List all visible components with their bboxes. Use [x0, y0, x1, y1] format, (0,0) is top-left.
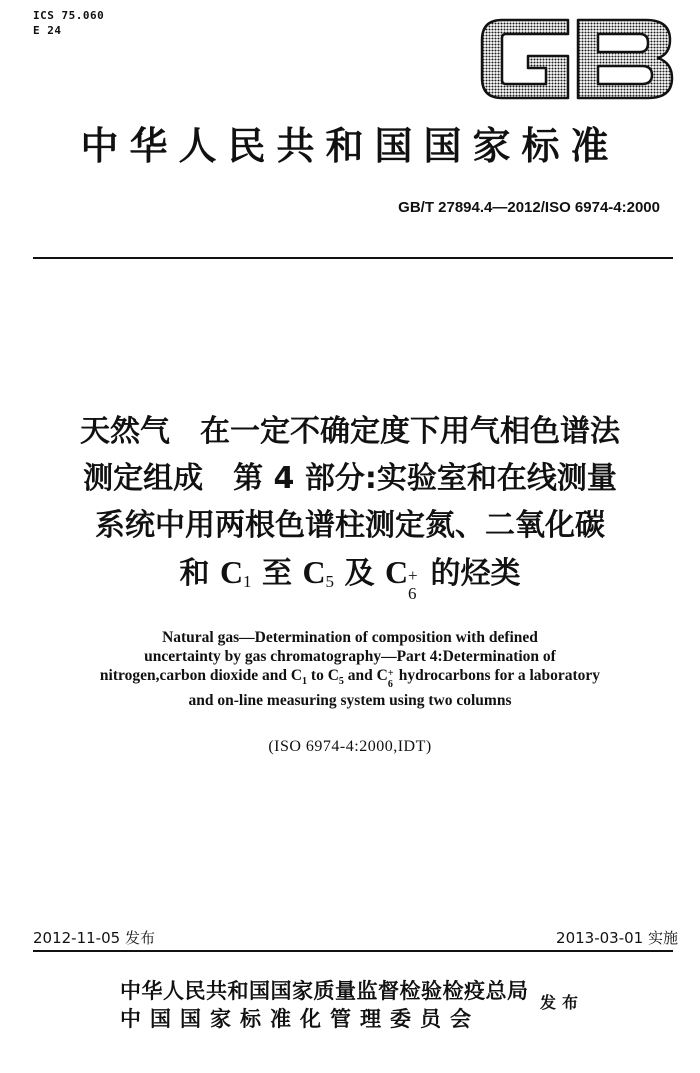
formula-c6-sub: 6 — [408, 584, 417, 603]
issuer-aqsiq: 中华人民共和国国家质量监督检验检疫总局 — [120, 979, 529, 1003]
title-to: 至 — [251, 556, 303, 591]
bottom-divider — [33, 950, 673, 952]
iso-equivalence: (ISO 6974-4:2000,IDT) — [268, 738, 432, 755]
formula-c6-sup: + — [408, 566, 418, 585]
english-line3-part-a: nitrogen,carbon dioxide and C — [99, 667, 303, 684]
top-divider — [33, 257, 673, 259]
formula-c5-base: C — [302, 554, 326, 590]
ccs-code: E 24 — [33, 24, 62, 37]
english-line3-part-c: and C — [343, 667, 388, 684]
title-suffix: 的烃类 — [420, 556, 521, 591]
formula-c1-base: C — [219, 554, 244, 590]
english-c6-sup: + — [387, 668, 394, 679]
english-line3-part-b: to C — [307, 667, 339, 684]
english-c5-sub: 5 — [338, 676, 344, 688]
chinese-title-line-1: 天然气 在一定不确定度下用气相色谱法 — [80, 414, 620, 449]
chinese-title — [10, 408, 690, 605]
english-title-line-1: Natural gas—Determination of composition with defined — [162, 629, 538, 646]
english-c6-sub: 6 — [387, 679, 393, 690]
standard-title: 中华人民共和国国家标准 — [80, 123, 620, 168]
ics-code: ICS 75.060 — [33, 9, 105, 22]
english-title-line-2: uncertainty by gas chromatography—Part 4:Determination of — [144, 648, 556, 665]
title-prefix: 和 — [179, 556, 220, 591]
english-line3-part-d: hydrocarbons for a laboratory — [394, 667, 601, 684]
formula-c1-sub: 1 — [243, 572, 252, 591]
issuer-sac: 中国国家标准化管理委员会 — [120, 1007, 480, 1031]
formula-c6-base: C — [384, 554, 409, 590]
issue-label: 发布 — [540, 993, 585, 1012]
english-title — [20, 628, 680, 710]
publication-date: 2012-11-05 发布 — [33, 929, 155, 947]
implementation-date: 2013-03-01 实施 — [556, 929, 678, 947]
gb-logo — [476, 16, 676, 101]
title-and: 及 — [334, 556, 385, 591]
formula-c5 — [302, 554, 334, 590]
english-title-line-4: and on-line measuring system using two columns — [188, 692, 512, 710]
chinese-title-line-4 — [10, 549, 690, 605]
english-c1-sub: 1 — [302, 676, 308, 688]
classification-codes — [33, 8, 104, 38]
formula-c6-plus — [384, 554, 420, 603]
chinese-title-line-3: 系统中用两根色谱柱测定氮、二氧化碳 — [95, 508, 605, 543]
gb-logo-graphic — [476, 16, 676, 101]
standard-number: GB/T 27894.4—2012/ISO 6974-4:2000 — [398, 199, 660, 216]
formula-c5-sub: 5 — [325, 572, 335, 591]
english-title-line-3 — [20, 666, 680, 691]
chinese-title-line-2: 测定组成 第 4 部分:实验室和在线测量 — [83, 461, 617, 496]
formula-c1 — [220, 554, 252, 590]
